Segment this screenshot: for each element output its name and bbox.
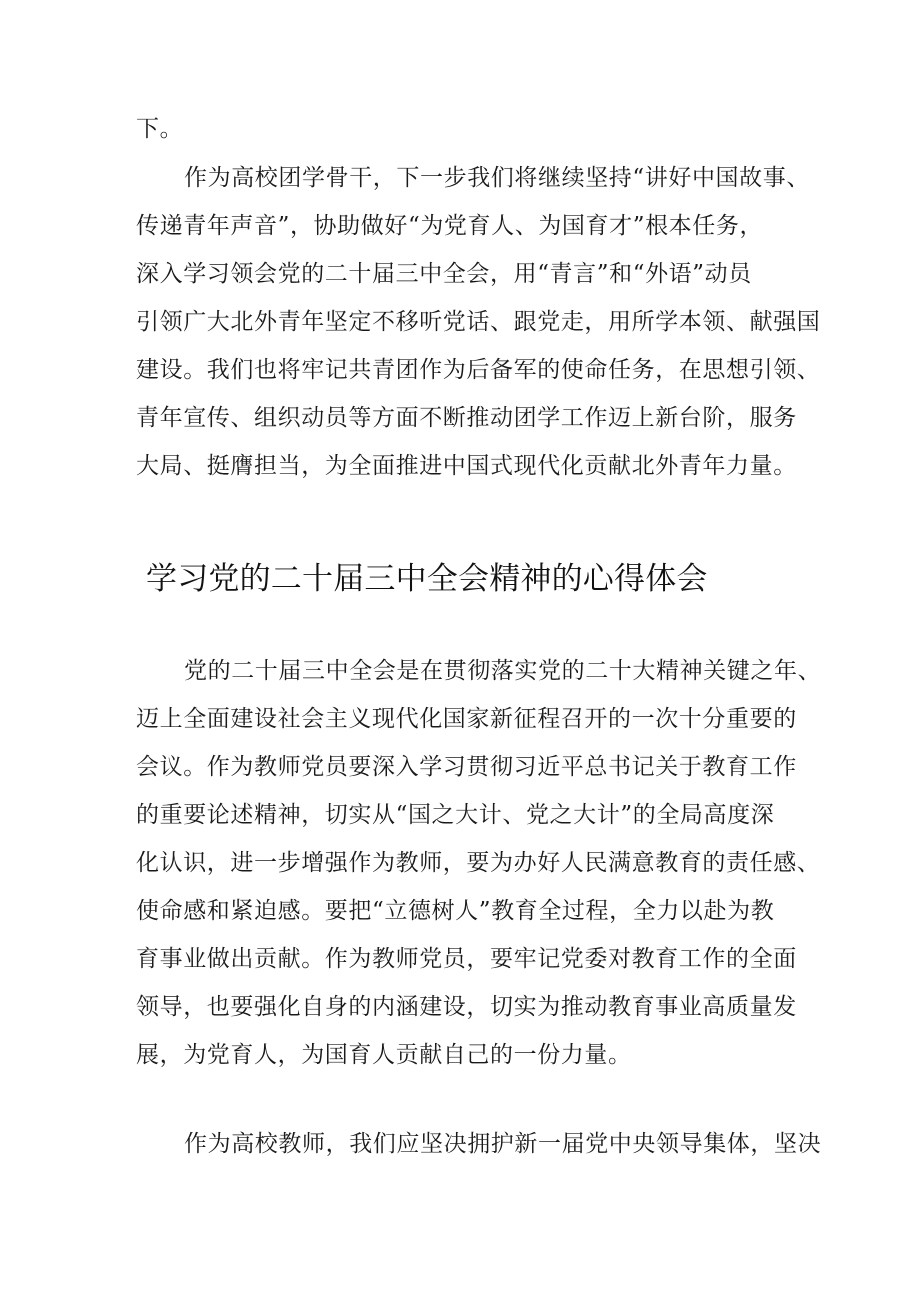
text-line: 党的二十届三中全会是在贯彻落实党的二十大精神关键之年、 xyxy=(184,658,822,684)
text-line: 建设。我们也将牢记共青团作为后备军的使命任务，在思想引领、 xyxy=(136,357,821,383)
text-line: 会议。作为教师党员要深入学习贯彻习近平总书记关于教育工作 xyxy=(136,754,797,780)
text-line: 青年宣传、组织动员等方面不断推动团学工作迈上新台阶，服务 xyxy=(136,405,797,431)
text-line: 使命感和紧迫感。要把“立德树人”教育全过程，全力以赴为教 xyxy=(136,898,775,924)
section-heading: 学习党的二十届三中全会精神的心得体会 xyxy=(146,561,708,597)
text-line: 展，为党育人，为国育人贡献自己的一份力量。 xyxy=(136,1042,632,1068)
text-line: 的重要论述精神，切实从“国之大计、党之大计”的全局高度深 xyxy=(136,802,775,828)
text-line: 作为高校教师，我们应坚决拥护新一届党中央领导集体，坚决 xyxy=(184,1131,822,1157)
text-line: 大局、挺膺担当，为全面推进中国式现代化贡献北外青年力量。 xyxy=(136,453,797,479)
text-line: 作为高校团学骨干，下一步我们将继续坚持“讲好中国故事、 xyxy=(184,165,810,191)
text-line: 化认识，进一步增强作为教师，要为办好人民满意教育的责任感、 xyxy=(136,850,821,876)
text-line: 下。 xyxy=(136,116,184,142)
text-line: 传递青年声音”，协助做好“为党育人、为国育才”根本任务， xyxy=(136,213,764,239)
text-line: 领导，也要强化自身的内涵建设，切实为推动教育事业高质量发 xyxy=(136,994,797,1020)
text-line: 育事业做出贡献。作为教师党员，要牢记党委对教育工作的全面 xyxy=(136,946,797,972)
text-line: 引领广大北外青年坚定不移听党话、跟党走，用所学本领、献强国 xyxy=(136,309,821,335)
text-line: 深入学习领会党的二十届三中全会，用“青言”和“外语”动员 xyxy=(136,261,752,287)
text-line: 迈上全面建设社会主义现代化国家新征程召开的一次十分重要的 xyxy=(136,706,797,732)
